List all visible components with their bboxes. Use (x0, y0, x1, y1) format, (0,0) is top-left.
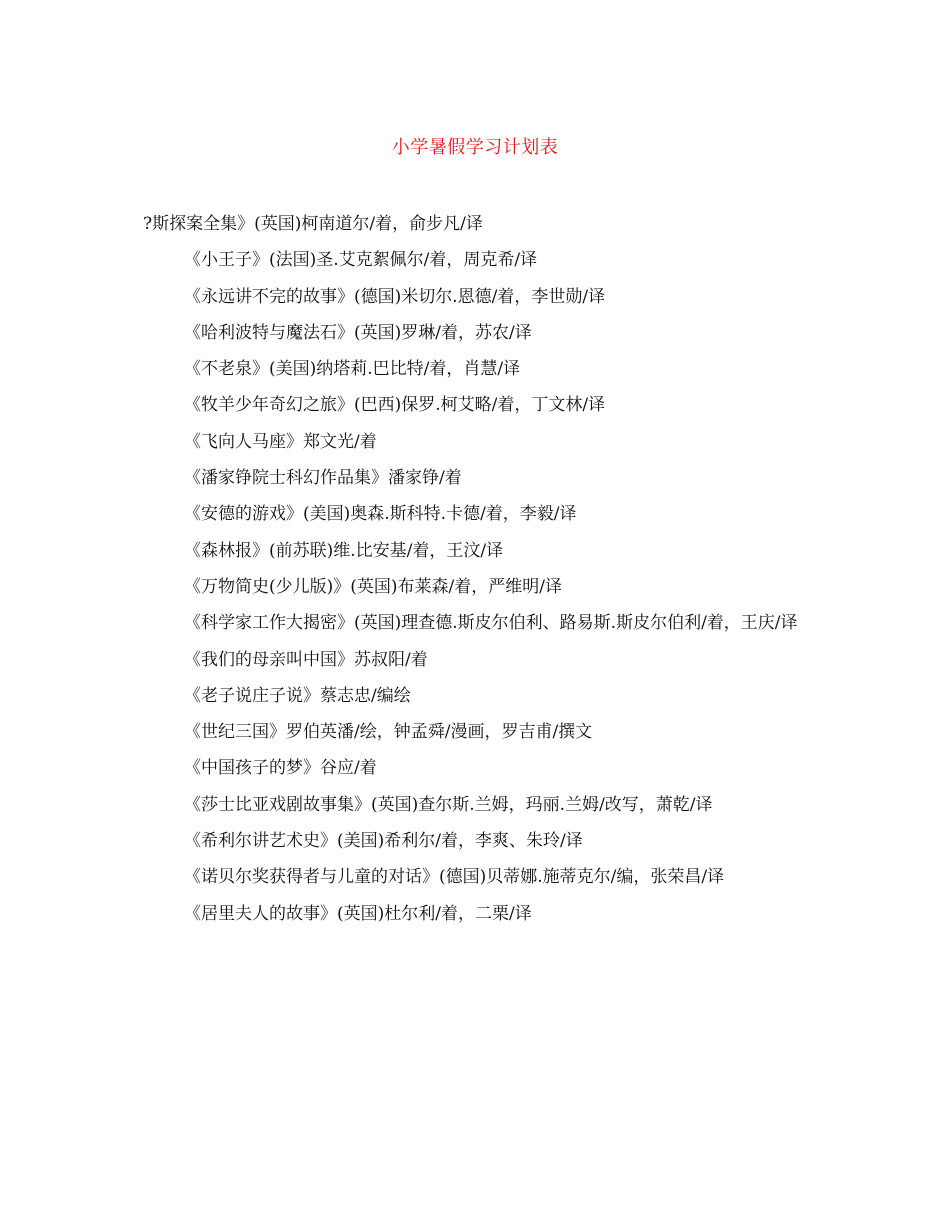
list-item: 《永远讲不完的故事》(德国)米切尔.恩德/着，李世勋/译 (184, 286, 606, 307)
book-list (143, 206, 815, 932)
list-item: 《科学家工作大揭密》(英国)理查德.斯皮尔伯利、路易斯.斯皮尔伯利/着，王庆/译 (184, 613, 798, 634)
list-item: 《森林报》(前苏联)维.比安基/着，王汶/译 (184, 540, 504, 561)
list-item: 《小王子》(法国)圣.艾克絮佩尔/着，周克希/译 (184, 250, 538, 271)
list-item: 《不老泉》(美国)纳塔莉.巴比特/着，肖慧/译 (184, 359, 521, 380)
list-item: 《潘家铮院士科幻作品集》潘家铮/着 (184, 468, 462, 489)
list-item: 《世纪三国》罗伯英潘/绘，钟孟舜/漫画，罗吉甫/撰文 (184, 722, 593, 743)
list-item: 《飞向人马座》郑文光/着 (184, 431, 377, 452)
list-item: 《我们的母亲叫中国》苏叔阳/着 (184, 649, 428, 670)
list-item: 《老子说庄子说》蔡志忠/编绘 (184, 685, 411, 706)
list-item: 《诺贝尔奖获得者与儿童的对话》(德国)贝蒂娜.施蒂克尔/编，张荣昌/译 (184, 867, 725, 888)
list-item: 《希利尔讲艺术史》(美国)希利尔/着，李爽、朱玲/译 (184, 831, 583, 852)
list-item: 《安德的游戏》(美国)奥森.斯科特.卡德/着，李毅/译 (184, 504, 577, 525)
list-item: 《莎士比亚戏剧故事集》(英国)查尔斯.兰姆，玛丽.兰姆/改写，萧乾/译 (184, 794, 713, 815)
list-item: 《中国孩子的梦》谷应/着 (184, 758, 377, 779)
page-title: 小学暑假学习计划表 (391, 137, 559, 158)
list-item: 《居里夫人的故事》(英国)杜尔利/着，二栗/译 (184, 903, 532, 924)
list-item: 《哈利波特与魔法石》(英国)罗琳/着，苏农/译 (184, 322, 532, 343)
list-item: ?斯探案全集》(英国)柯南道尔/着，俞步凡/译 (143, 214, 483, 234)
list-item: 《牧羊少年奇幻之旅》(巴西)保罗.柯艾略/着，丁文林/译 (184, 395, 606, 416)
list-item: 《万物简史(少儿版)》(英国)布莱森/着，严维明/译 (184, 576, 562, 597)
